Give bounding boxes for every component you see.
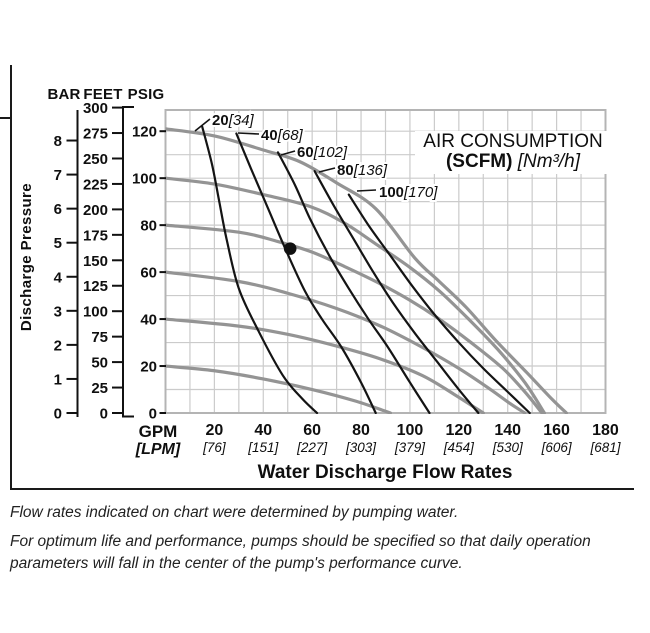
air-curve-100-scfm (349, 195, 530, 413)
y-axis-title: Discharge Pressure (18, 183, 35, 332)
air-curve-label-20: 20[34] (212, 112, 254, 129)
feet-tick-label: 25 (91, 380, 108, 398)
x-axis-title: Water Discharge Flow Rates (257, 462, 513, 483)
bar-tick-label: 8 (53, 133, 62, 151)
x-tick-lpm-label: [76] (203, 440, 226, 455)
feet-tick-label: 100 (82, 303, 108, 321)
footnote-2 (10, 531, 591, 575)
air-curve-label-100: 100[170] (379, 184, 438, 201)
footnote-2-line2: parameters will fall in the center of the pump's performance curve. (10, 555, 463, 572)
feet-tick-label: 75 (91, 329, 108, 347)
x-tick-gpm-label: 80 (352, 422, 370, 439)
feet-tick-label: 200 (82, 201, 108, 219)
scale-header-psig: PSIG (127, 86, 165, 103)
x-axis-unit-gpm: GPM (138, 422, 178, 441)
operating-point-dot (284, 242, 297, 255)
x-tick-gpm-label: 120 (445, 422, 473, 439)
scale-header-feet: FEET (83, 86, 123, 103)
x-tick-gpm-label: 40 (254, 422, 273, 439)
feet-tick-label: 125 (82, 278, 108, 296)
scale-header-bar: BAR (47, 86, 81, 103)
feet-tick-label: 0 (99, 405, 108, 423)
air-curve-leader-80 (319, 168, 335, 172)
psig-tick-label: 40 (140, 311, 157, 329)
x-axis-unit-lpm: [LPM] (135, 441, 181, 458)
feet-tick-label: 300 (82, 100, 108, 118)
footnote-1: Flow rates indicated on chart were determined by pumping water. (10, 504, 459, 521)
air-curve-leader-100 (357, 190, 376, 191)
psig-tick-label: 120 (131, 123, 157, 141)
x-tick-lpm-label: [379] (394, 440, 425, 455)
x-tick-lpm-label: [227] (297, 440, 328, 455)
psig-tick-label: 80 (140, 217, 157, 235)
bar-tick-label: 1 (53, 371, 62, 389)
x-tick-gpm-label: 60 (303, 422, 322, 439)
feet-tick-label: 150 (82, 252, 108, 270)
feet-tick-label: 175 (82, 227, 108, 245)
x-tick-lpm-label: [454] (443, 440, 474, 455)
x-tick-gpm-label: 180 (592, 422, 619, 439)
bar-tick-label: 6 (53, 201, 62, 219)
feet-tick-label: 50 (91, 354, 108, 372)
x-tick-lpm-label: [151] (248, 440, 279, 455)
footnote-2-line1: For optimum life and performance, pumps should be specified so that daily operation (10, 533, 591, 550)
x-tick-gpm-label: 100 (396, 422, 424, 439)
air-consumption-title (415, 131, 611, 174)
feet-tick-label: 275 (82, 125, 108, 143)
nm3h-unit-label: [Nm³/h] (517, 151, 581, 172)
x-tick-gpm-label: 160 (543, 422, 570, 439)
x-tick-gpm-label: 20 (205, 422, 224, 439)
bar-tick-label: 0 (53, 405, 62, 423)
psig-tick-label: 100 (131, 170, 157, 188)
x-tick-lpm-label: [530] (492, 440, 523, 455)
air-consumption-title-line2 (415, 152, 611, 172)
psig-tick-label: 0 (148, 405, 157, 423)
bar-tick-label: 7 (53, 167, 62, 185)
bar-tick-label: 2 (53, 337, 62, 355)
x-tick-gpm-label: 140 (494, 422, 522, 439)
psig-tick-label: 20 (140, 358, 157, 376)
air-curve-label-80: 80[136] (337, 162, 388, 179)
scfm-unit-label: (SCFM) (445, 151, 513, 172)
air-curve-label-60: 60[102] (297, 144, 348, 161)
feet-tick-label: 225 (82, 176, 108, 194)
bar-tick-label: 3 (53, 303, 62, 321)
air-curve-label-40: 40[68] (261, 127, 303, 144)
air-curve-leader-40 (238, 133, 259, 134)
feet-tick-label: 250 (82, 150, 108, 168)
feet-scale-line (123, 107, 134, 417)
psig-tick-label: 60 (140, 264, 157, 282)
bar-tick-label: 4 (53, 269, 62, 287)
bar-tick-label: 5 (53, 235, 62, 253)
air-consumption-title-line1: AIR CONSUMPTION (423, 131, 603, 152)
x-tick-lpm-label: [606] (541, 440, 572, 455)
x-tick-lpm-label: [681] (590, 440, 621, 455)
x-tick-lpm-label: [303] (346, 440, 377, 455)
